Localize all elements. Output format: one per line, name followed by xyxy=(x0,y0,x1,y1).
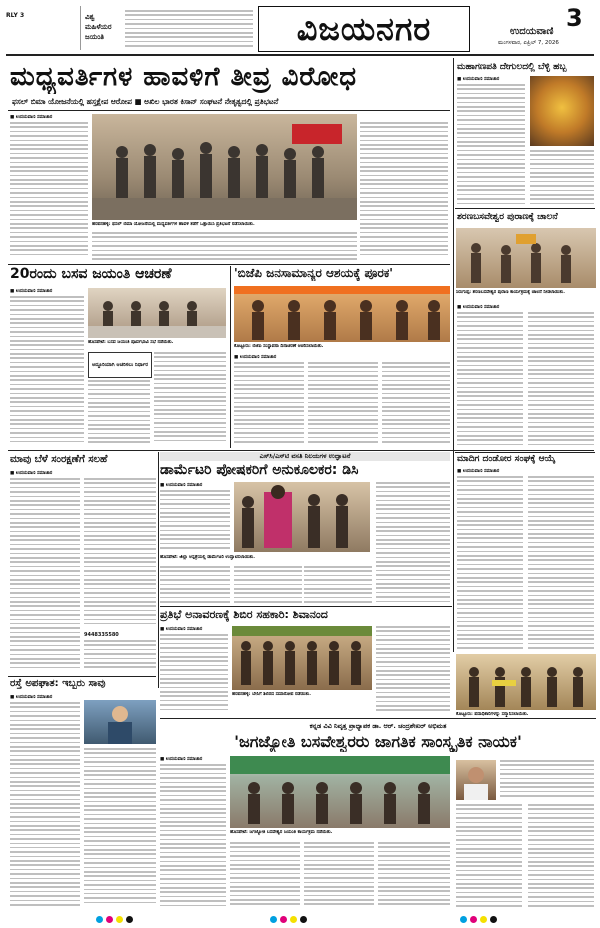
madiga-byline: ■ ಉದಯವಾಣಿ ಸಮಾಚಾರ xyxy=(457,469,500,474)
registration-mark-yellow xyxy=(480,916,487,923)
bjp-photo xyxy=(234,286,450,342)
dorm-kicker: ಎಸ್‌ಸಿ/ಎಸ್‌ಟಿ ವಸತಿ ನಿಲಯಗಳ ಉದ್ಘಾಟನೆ xyxy=(160,452,450,461)
lead-photo-caption: ಹರಪನಹಳ್ಳಿ: ಫಸಲ್ ಬಿಮಾ ಯೋಜನೆಯಲ್ಲಿ ಮಧ್ಯವರ್ತಿಗಳ ಹಾವಳಿ ತಡೆಗೆ ಒತ್ತಾಯಿಸಿ ಪ್ರತಿಭಟನೆ ನಡೆಸಲಾಯಿತು. xyxy=(92,222,255,227)
talent-headline: ಪ್ರತಿಭೆ ಅನಾವರಣಕ್ಕೆ ಶಿಬಿರ ಸಹಕಾರಿ: ಶಿವಾನಂದ xyxy=(160,608,328,621)
right-mid-caption: ಸಿರುಗುಪ್ಪ: ಶರಣಬಸವೇಶ್ವರ ಪುರಾಣ ಕಾರ್ಯಕ್ರಮಕ್ಕೆ ಚಾಲನೆ ನೀಡಲಾಯಿತು. xyxy=(456,290,565,295)
dorm-photo xyxy=(234,482,370,552)
registration-mark-cyan xyxy=(270,916,277,923)
bottom-byline: ■ ಉದಯವಾಣಿ ಸಮಾಚಾರ xyxy=(160,757,203,762)
registration-mark-black xyxy=(126,916,133,923)
madiga-headline: ಮಾದಿಗ ದಂಡೋರ ಸಂಘಕ್ಕೆ ಆಯ್ಕೆ xyxy=(457,454,556,464)
page-number: 3 xyxy=(566,4,583,32)
talent-caption: ಹರಪನಹಳ್ಳಿ: ಬೇಸಿಗೆ ಶಿಬಿರದ ಸಮಾರೋಪ ನಡೆಯಿತು. xyxy=(232,692,311,697)
dorm-byline: ■ ಉದಯವಾಣಿ ಸಮಾಚಾರ xyxy=(160,483,203,488)
basava-byline: ■ ಉದಯವಾಣಿ ಸಮಾಚಾರ xyxy=(10,289,53,294)
talent-byline: ■ ಉದಯವಾಣಿ ಸಮಾಚಾರ xyxy=(160,627,203,632)
mango-byline: ■ ಉದಯವಾಣಿ ಸಮಾಚಾರ xyxy=(10,471,53,476)
right-top-photo xyxy=(530,76,594,146)
lead-byline: ■ ಉದಯವಾಣಿ ಸಮಾಚಾರ xyxy=(10,115,53,120)
right-mid-byline: ■ ಉದಯವಾಣಿ ಸಮಾಚಾರ xyxy=(457,305,500,310)
registration-mark-yellow xyxy=(116,916,123,923)
accident-photo xyxy=(84,700,156,744)
masthead-promo-text: ವಿಶ್ವ ಮಹಿಳೆಯರ ಜಯಂತಿ xyxy=(85,13,112,41)
madiga-photo xyxy=(456,654,596,710)
lead-body-col3 xyxy=(92,232,357,262)
paper-name: ಉದಯವಾಣಿ xyxy=(510,26,554,37)
lead-deck: ಫಸಲ್ ಬಿಮಾ ಯೋಜನೆಯಲ್ಲಿ ಹಸ್ತಕ್ಷೇಪ ಆರೋಪ ■ ಅಖಿಲ ಭಾರತ ಕಿಸಾನ್ ಸಂಘಟನೆ ನೇತೃತ್ವದಲ್ಲಿ ಪ್ರತಿಭಟನೆ xyxy=(12,97,279,106)
lead-body-col1 xyxy=(10,122,88,262)
bjp-caption: ಕೊಟ್ಟೂರು: ಬಿಜೆಪಿ ಸಂಸ್ಥಾಪನಾ ದಿನಾಚರಣೆ ಆಚರಿಸಲಾಯಿತು. xyxy=(234,344,324,349)
basava-box xyxy=(88,352,152,378)
accident-byline: ■ ಉದಯವಾಣಿ ಸಮಾಚಾರ xyxy=(10,695,53,700)
registration-mark-black xyxy=(300,916,307,923)
registration-mark-cyan xyxy=(460,916,467,923)
madiga-caption: ಕೊಟ್ಟೂರು: ಪದಾಧಿಕಾರಿಗಳನ್ನು ಸನ್ಮಾನಿಸಲಾಯಿತು. xyxy=(456,712,529,717)
masthead-title xyxy=(258,6,470,52)
accident-headline: ರಸ್ತೆ ಅಪಘಾತ: ಇಬ್ಬರು ಸಾವು xyxy=(10,678,106,689)
masthead-title-text: ವಿಜಯನಗರ xyxy=(296,9,432,48)
lead-body-col2 xyxy=(360,122,448,262)
bottom-kicker: ಕನ್ನಡ ವಿವಿ ನಿವೃತ್ತ ಪ್ರಾಧ್ಯಾಪಕ ಡಾ. ಆರ್. ಚಂದ್ರಶೇಖರ್ ಅಭಿಮತ xyxy=(309,722,447,730)
right-mid-headline: ಶರಣಬಸವೇಶ್ವರ ಪುರಾಣಕ್ಕೆ ಚಾಲನೆ xyxy=(457,212,558,222)
basava-box-text: ಅದ್ದೂರಿಯಾಗಿ ಆಚರಿಸಲು ನಿರ್ಧಾರ xyxy=(92,362,148,368)
right-top-byline: ■ ಉದಯವಾಣಿ ಸಮಾಚಾರ xyxy=(457,77,500,82)
registration-mark-cyan xyxy=(96,916,103,923)
bjp-byline: ■ ಉದಯವಾಣಿ ಸಮಾಚಾರ xyxy=(234,355,277,360)
registration-mark-magenta xyxy=(280,916,287,923)
issue-date: ಮಂಗಳವಾರ, ಏಪ್ರಿಲ್ 7, 2026 xyxy=(498,40,559,46)
bottom-portrait xyxy=(456,760,496,800)
registration-mark-magenta xyxy=(470,916,477,923)
masthead-promo xyxy=(80,6,256,50)
right-top-headline: ಮಹಾಗಣಪತಿ ದೇಗುಲದಲ್ಲಿ ಬೆಳ್ಳಿ ಹಬ್ಬ xyxy=(457,62,567,72)
dorm-headline: ಡಾರ್ಮೆಟರಿ ಪೋಷಕರಿಗೆ ಅನುಕೂಲಕರ: ಡಿಸಿ xyxy=(160,462,359,478)
registration-mark-yellow xyxy=(290,916,297,923)
mango-headline: ಮಾವು ಬೆಳೆ ಸಂರಕ್ಷಣೆಗೆ ಸಲಹೆ xyxy=(10,454,108,465)
bjp-headline: 'ಬಿಜೆಪಿ ಜನಸಾಮಾನ್ಯರ ಆಶಯಕ್ಕೆ ಪೂರಕ' xyxy=(234,266,393,280)
dorm-caption: ಹೊಸಪೇಟೆ: ಜಿಲ್ಲಾ ಆಸ್ಪತ್ರೆಯಲ್ಲಿ ಡಾರ್ಮೆಟರಿ ಉದ್ಘಾಟಿಸಲಾಯಿತು. xyxy=(160,555,255,560)
registration-mark-magenta xyxy=(106,916,113,923)
talent-photo xyxy=(232,626,372,690)
bottom-photo xyxy=(230,756,450,828)
phone-number: 9448335580 xyxy=(84,632,119,638)
lead-headline: ಮಧ್ಯವರ್ತಿಗಳ ಹಾವಳಿಗೆ ತೀವ್ರ ವಿರೋಧ xyxy=(10,62,358,92)
basava-headline: 20ರಂದು ಬಸವ ಜಯಂತಿ ಆಚರಣೆ xyxy=(10,266,172,282)
registration-mark-black xyxy=(490,916,497,923)
right-mid-photo xyxy=(456,228,596,288)
basava-caption: ಹೊಸಪೇಟೆ: ಬಸವ ಜಯಂತಿ ಪೂರ್ವಭಾವಿ ಸಭೆ ನಡೆಯಿತು. xyxy=(88,340,174,345)
edition-code: RLY 3 xyxy=(6,12,25,19)
lead-photo xyxy=(92,114,357,220)
bottom-caption: ಹೊಸಪೇಟೆ: ಜಗಜ್ಯೋತಿ ಬಸವೇಶ್ವರ ಜಯಂತಿ ಕಾರ್ಯಕ್ರಮ ನಡೆಯಿತು. xyxy=(230,830,333,835)
bottom-headline: 'ಜಗಜ್ಯೋತಿ ಬಸವೇಶ್ವರರು ಜಾಗತಿಕ ಸಾಂಸ್ಕೃತಿಕ ನಾಯಕ' xyxy=(234,732,522,751)
basava-photo xyxy=(88,288,226,338)
